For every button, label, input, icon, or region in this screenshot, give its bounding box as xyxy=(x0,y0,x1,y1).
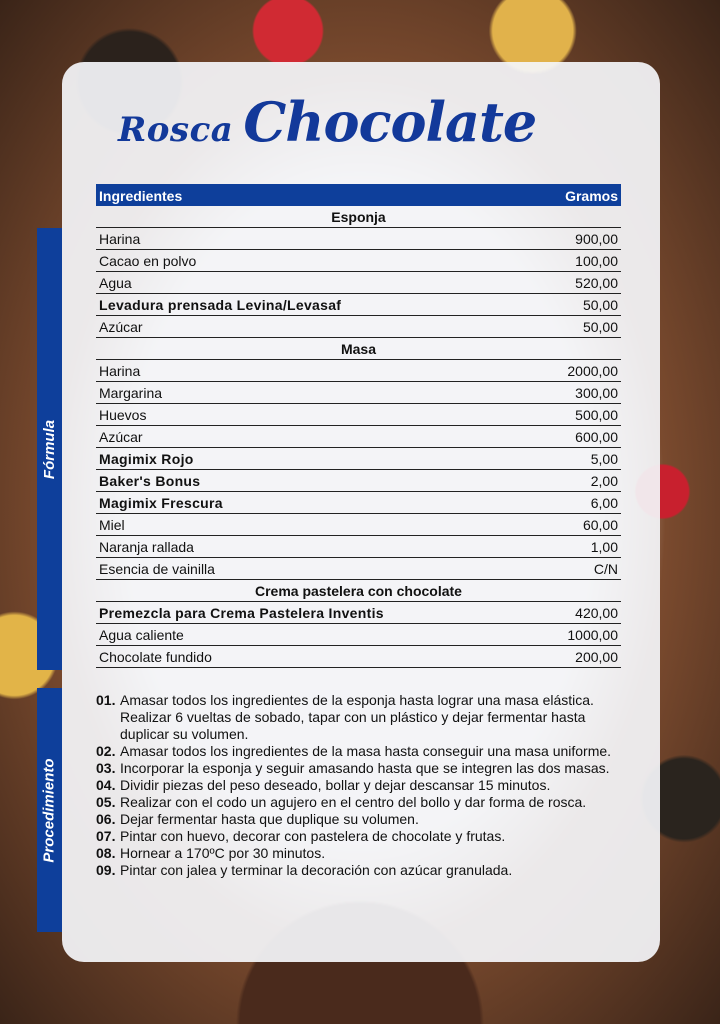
step-text: Pintar con huevo, decorar con pastelera de chocolate y frutas. xyxy=(120,828,506,844)
ingredient-name: Levadura prensada Levina/Levasaf xyxy=(96,294,495,316)
ingredient-grams: 300,00 xyxy=(495,382,621,404)
step-number: 02. xyxy=(96,743,116,759)
page-title xyxy=(118,90,536,154)
procedure-step xyxy=(96,862,616,879)
ingredient-name: Azúcar xyxy=(96,316,495,338)
ingredient-grams: 1,00 xyxy=(495,536,621,558)
ingredient-grams: 520,00 xyxy=(495,272,621,294)
ingredient-name: Huevos xyxy=(96,404,495,426)
step-text: Hornear a 170ºC por 30 minutos. xyxy=(120,845,326,861)
ingredient-name: Margarina xyxy=(96,382,495,404)
table-row xyxy=(96,470,621,492)
step-text: Amasar todos los ingredientes de la masa hasta conseguir una masa uniforme. xyxy=(120,743,612,759)
ingredient-name: Cacao en polvo xyxy=(96,250,495,272)
step-number: 04. xyxy=(96,777,116,793)
ingredient-name: Premezcla para Crema Pastelera Inventis xyxy=(96,602,495,624)
ingredient-grams: 50,00 xyxy=(495,294,621,316)
step-text: Pintar con jalea y terminar la decoración con azúcar granulada. xyxy=(120,862,513,878)
section-title: Crema pastelera con chocolate xyxy=(96,580,621,602)
table-row xyxy=(96,514,621,536)
step-number: 08. xyxy=(96,845,116,861)
table-row xyxy=(96,404,621,426)
header-ingredients: Ingredientes xyxy=(96,184,495,206)
step-text: Amasar todos los ingredientes de la esponja hasta lograr una masa elástica. Realizar 6 vueltas de sobado, tapar con un plástico y dejar fermentar hasta duplicar su volumen. xyxy=(120,692,594,742)
ingredient-grams: 200,00 xyxy=(495,646,621,668)
ingredient-grams: 500,00 xyxy=(495,404,621,426)
ingredient-name: Naranja rallada xyxy=(96,536,495,558)
step-number: 07. xyxy=(96,828,116,844)
ingredient-grams: 60,00 xyxy=(495,514,621,536)
ingredient-grams: 50,00 xyxy=(495,316,621,338)
table-row xyxy=(96,448,621,470)
section-title: Esponja xyxy=(96,206,621,228)
title-big: Chocolate xyxy=(243,90,537,154)
section-header-row xyxy=(96,580,621,602)
ingredient-grams: 5,00 xyxy=(495,448,621,470)
table-row xyxy=(96,250,621,272)
step-text: Incorporar la esponja y seguir amasando hasta que se integren las dos masas. xyxy=(120,760,610,776)
step-number: 09. xyxy=(96,862,116,878)
ingredient-grams: 420,00 xyxy=(495,602,621,624)
procedure-side-tab xyxy=(37,688,62,932)
table-row xyxy=(96,558,621,580)
table-row xyxy=(96,294,621,316)
ingredient-name: Magimix Rojo xyxy=(96,448,495,470)
ingredient-name: Harina xyxy=(96,360,495,382)
ingredient-grams: 1000,00 xyxy=(495,624,621,646)
procedure-step xyxy=(96,760,616,777)
procedure-step xyxy=(96,743,616,760)
procedure-label: Procedimiento xyxy=(41,757,58,863)
formula-label: Fórmula xyxy=(41,419,58,479)
step-text: Dejar fermentar hasta que duplique su volumen. xyxy=(120,811,419,827)
ingredient-grams: 600,00 xyxy=(495,426,621,448)
step-text: Realizar con el codo un agujero en el centro del bollo y dar forma de rosca. xyxy=(120,794,587,810)
procedure-step xyxy=(96,828,616,845)
ingredient-name: Miel xyxy=(96,514,495,536)
section-title: Masa xyxy=(96,338,621,360)
table-row xyxy=(96,228,621,250)
procedure-step xyxy=(96,777,616,794)
table-row xyxy=(96,272,621,294)
ingredient-grams: 900,00 xyxy=(495,228,621,250)
table-row xyxy=(96,316,621,338)
ingredient-name: Harina xyxy=(96,228,495,250)
ingredient-name: Chocolate fundido xyxy=(96,646,495,668)
step-number: 01. xyxy=(96,692,116,708)
table-header-row xyxy=(96,184,621,206)
ingredient-grams: 100,00 xyxy=(495,250,621,272)
formula-side-tab xyxy=(37,228,62,670)
table-row xyxy=(96,492,621,514)
procedure-step xyxy=(96,794,616,811)
step-number: 03. xyxy=(96,760,116,776)
ingredient-name: Esencia de vainilla xyxy=(96,558,495,580)
ingredients-table xyxy=(96,184,621,668)
ingredient-grams: 2,00 xyxy=(495,470,621,492)
step-number: 06. xyxy=(96,811,116,827)
ingredient-name: Agua xyxy=(96,272,495,294)
section-header-row xyxy=(96,206,621,228)
table-row xyxy=(96,382,621,404)
ingredients-body xyxy=(96,206,621,668)
table-row xyxy=(96,536,621,558)
procedure-step xyxy=(96,692,616,743)
procedure-steps xyxy=(96,692,616,879)
header-grams: Gramos xyxy=(495,184,621,206)
ingredient-grams: 6,00 xyxy=(495,492,621,514)
section-header-row xyxy=(96,338,621,360)
ingredient-grams: 2000,00 xyxy=(495,360,621,382)
table-row xyxy=(96,602,621,624)
table-row xyxy=(96,360,621,382)
table-row xyxy=(96,646,621,668)
ingredient-name: Azúcar xyxy=(96,426,495,448)
table-row xyxy=(96,426,621,448)
ingredient-name: Baker's Bonus xyxy=(96,470,495,492)
title-small: Rosca xyxy=(118,110,234,150)
ingredient-name: Agua caliente xyxy=(96,624,495,646)
ingredient-grams: C/N xyxy=(495,558,621,580)
procedure-step xyxy=(96,811,616,828)
procedure-step xyxy=(96,845,616,862)
step-text: Dividir piezas del peso deseado, bollar y dejar descansar 15 minutos. xyxy=(120,777,551,793)
table-row xyxy=(96,624,621,646)
ingredient-name: Magimix Frescura xyxy=(96,492,495,514)
step-number: 05. xyxy=(96,794,116,810)
